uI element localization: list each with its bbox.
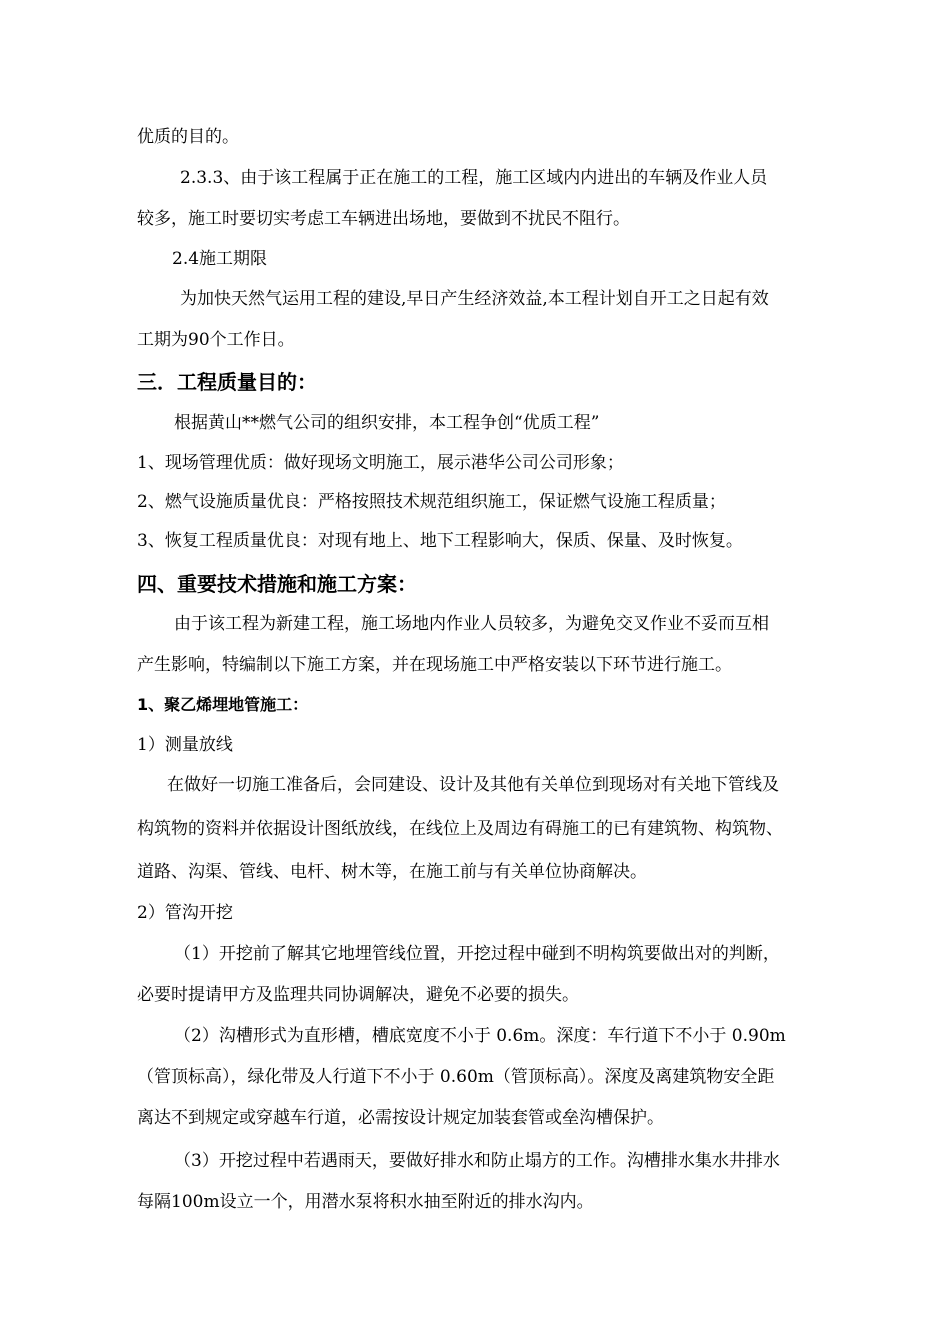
paragraph-line: 道路、沟渠、管线、电杆、树木等，在施工前与有关单位协商解决。 — [137, 862, 647, 882]
paragraph-line: 为加快天然气运用工程的建设,早日产生经济效益,本工程计划自开工之日起有效 — [180, 289, 769, 309]
list-item: 2、燃气设施质量优良：严格按照技术规范组织施工，保证燃气设施工程质量； — [137, 492, 726, 512]
list-item: 3、恢复工程质量优良：对现有地上、地下工程影响大，保质、保量、及时恢复。 — [137, 531, 743, 551]
paragraph-line: 工期为90个工作日。 — [137, 330, 295, 350]
step-heading: 2）管沟开挖 — [137, 903, 233, 923]
section-subheading: 2.4施工期限 — [172, 249, 268, 269]
step-heading: 1）测量放线 — [137, 735, 233, 755]
paragraph-line: 优质的目的。 — [137, 127, 239, 147]
paragraph-line: 2.3.3、由于该工程属于正在施工的工程，施工区域内内进出的车辆及作业人员 — [180, 168, 768, 188]
subsection-heading: 1、聚乙烯埋地管施工： — [137, 695, 309, 714]
paragraph-line: 必要时提请甲方及监理共同协调解决，避免不必要的损失。 — [137, 985, 579, 1005]
paragraph-line: 根据黄山**燃气公司的组织安排，本工程争创“优质工程” — [174, 413, 600, 433]
paragraph-line: 构筑物的资料并依据设计图纸放线，在线位上及周边有碍施工的已有建筑物、构筑物、 — [137, 819, 783, 839]
paragraph-line: 较多，施工时要切实考虑工车辆进出场地，要做到不扰民不阻行。 — [137, 209, 630, 229]
paragraph-line: 在做好一切施工准备后，会同建设、设计及其他有关单位到现场对有关地下管线及 — [167, 775, 779, 795]
paragraph-line: （2）沟槽形式为直形槽，槽底宽度不小于 0.6m。深度：车行道下不小于 0.90m — [174, 1026, 786, 1046]
paragraph-line: 每隔100m设立一个，用潜水泵将积水抽至附近的排水沟内。 — [137, 1192, 594, 1212]
paragraph-line: （1）开挖前了解其它地埋管线位置，开挖过程中碰到不明构筑要做出对的判断， — [174, 944, 780, 964]
paragraph-line: （3）开挖过程中若遇雨天，要做好排水和防止塌方的工作。沟槽排水集水井排水 — [174, 1151, 780, 1171]
list-item: 1、现场管理优质：做好现场文明施工，展示港华公司公司形象； — [137, 453, 624, 473]
paragraph-line: 产生影响，特编制以下施工方案，并在现场施工中严格安装以下环节进行施工。 — [137, 655, 732, 675]
section-heading-3: 三．工程质量目的： — [137, 370, 317, 394]
paragraph-line: （管顶标高），绿化带及人行道下不小于 0.60m（管顶标高）。深度及离建筑物安全距 — [137, 1067, 775, 1087]
paragraph-line: 由于该工程为新建工程，施工场地内作业人员较多，为避免交叉作业不妥而互相 — [174, 614, 769, 634]
paragraph-line: 离达不到规定或穿越车行道，必需按设计规定加装套管或垒沟槽保护。 — [137, 1108, 664, 1128]
section-heading-4: 四、重要技术措施和施工方案： — [137, 572, 417, 596]
